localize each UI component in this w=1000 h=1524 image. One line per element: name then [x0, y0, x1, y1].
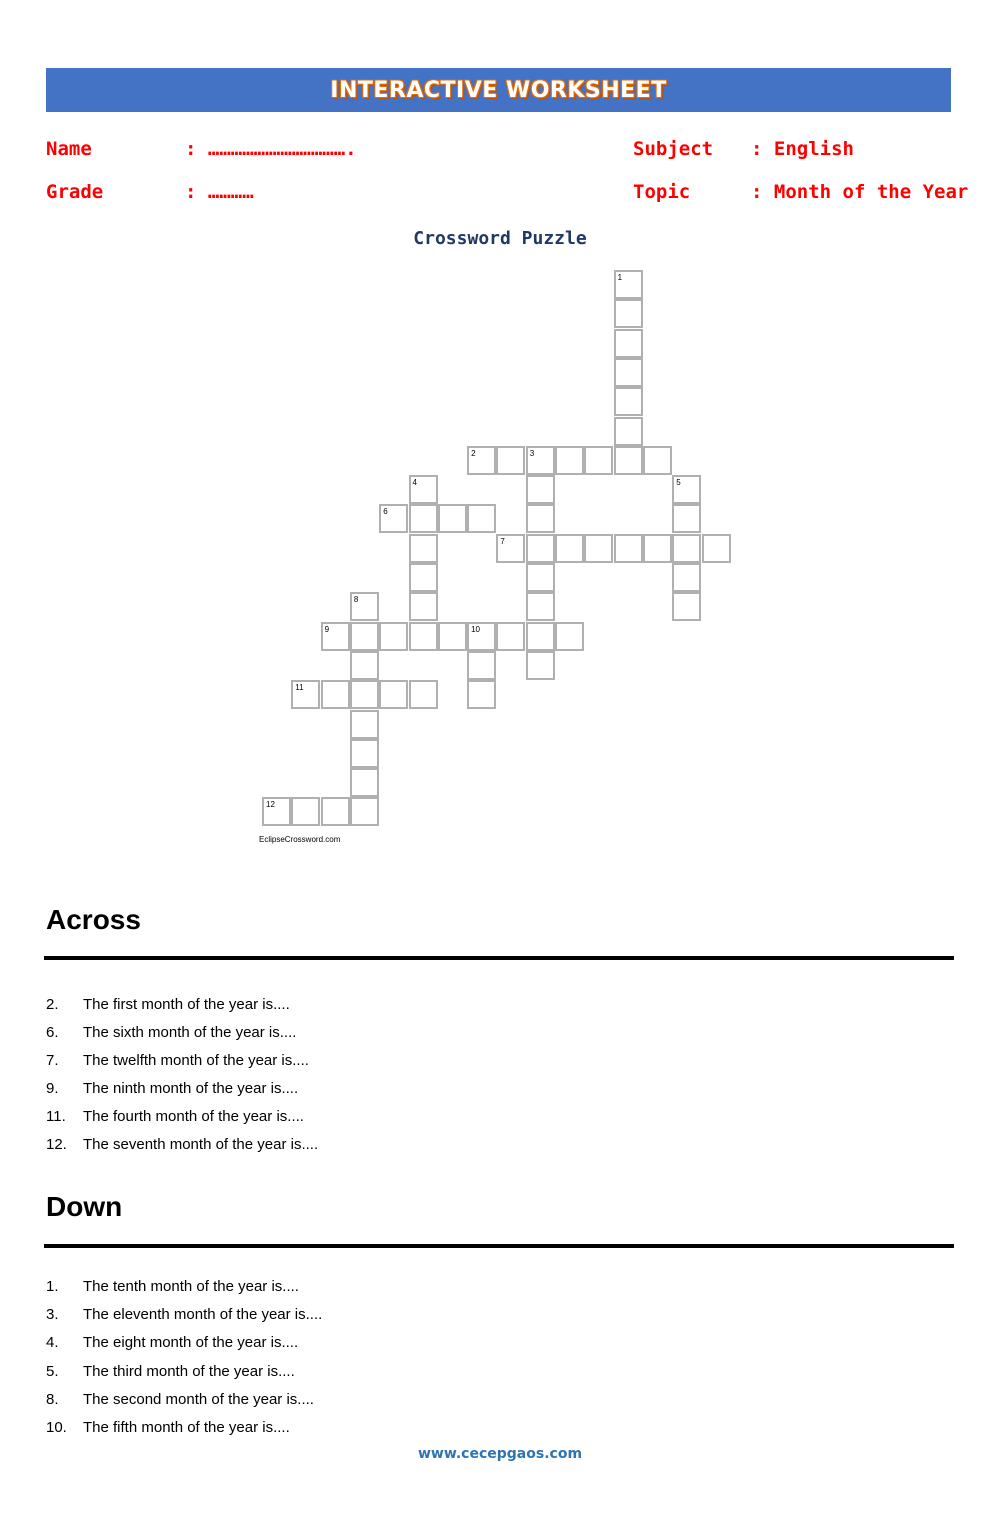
clue-text: The seventh month of the year is.... [83, 1136, 319, 1153]
cell-number: 4 [412, 478, 417, 488]
clue-number: 6. [46, 1024, 59, 1041]
crossword-cell[interactable] [350, 768, 379, 797]
crossword-cell[interactable] [467, 504, 496, 533]
crossword-cell[interactable] [409, 592, 438, 621]
crossword-cell[interactable] [350, 651, 379, 680]
crossword-cell[interactable] [555, 622, 584, 651]
clue-text: The first month of the year is.... [83, 996, 290, 1013]
crossword-cell[interactable] [526, 592, 555, 621]
crossword-cell[interactable] [467, 651, 496, 680]
crossword-cell[interactable] [379, 622, 408, 651]
cell-number: 3 [529, 448, 535, 458]
worksheet-title: INTERACTIVE WORKSHEET [330, 77, 667, 103]
crossword-cell[interactable] [350, 710, 379, 739]
crossword-cell[interactable] [379, 680, 408, 709]
crossword-cell[interactable] [350, 680, 379, 709]
crossword-cell[interactable] [321, 797, 350, 826]
crossword-cell[interactable] [350, 797, 379, 826]
clue-text: The tenth month of the year is.... [83, 1278, 299, 1295]
clue-number: 2. [46, 996, 59, 1013]
crossword-cell[interactable] [614, 387, 643, 416]
crossword-cell[interactable] [614, 417, 643, 446]
puzzle-title: Crossword Puzzle [413, 228, 587, 249]
crossword-cell[interactable] [643, 534, 672, 563]
cell-number: 9 [324, 624, 330, 634]
down-clue [46, 1278, 299, 1295]
down-divider [44, 1244, 954, 1248]
cell-number: 5 [676, 478, 681, 488]
down-clue [46, 1419, 290, 1436]
clue-text: The second month of the year is.... [83, 1390, 314, 1408]
clue-number: 5. [46, 1362, 59, 1380]
puzzle-credit: EclipseCrossword.com [259, 835, 341, 844]
crossword-cell[interactable] [409, 563, 438, 592]
clue-number: 12. [46, 1136, 67, 1153]
down-clue [46, 1334, 298, 1351]
across-clue [46, 1108, 304, 1125]
crossword-cell[interactable] [614, 299, 643, 328]
crossword-cell[interactable] [672, 592, 701, 621]
clue-number: 10. [46, 1419, 67, 1436]
down-clue [46, 1363, 295, 1380]
crossword-cell[interactable] [526, 504, 555, 533]
crossword-cell[interactable] [409, 504, 438, 533]
across-clue [46, 1052, 309, 1069]
clue-text: The twelfth month of the year is.... [83, 1052, 309, 1069]
crossword-cell[interactable] [496, 622, 525, 651]
across-clue [46, 996, 290, 1013]
across-clue [46, 1024, 296, 1041]
crossword-cell[interactable] [321, 680, 350, 709]
clue-number: 8. [46, 1390, 59, 1408]
crossword-cell[interactable] [672, 563, 701, 592]
clue-number: 9. [46, 1080, 59, 1097]
across-clue [46, 1136, 318, 1153]
crossword-cell[interactable] [409, 680, 438, 709]
cell-number: 1 [617, 273, 623, 282]
crossword-cell[interactable] [555, 446, 584, 475]
across-divider [44, 956, 954, 960]
crossword-cell[interactable] [438, 622, 467, 651]
crossword-cell[interactable] [702, 534, 731, 563]
across-heading: Across [46, 904, 141, 935]
crossword-cell[interactable] [584, 534, 613, 563]
clue-text: The eight month of the year is.... [83, 1334, 299, 1352]
across-clue [46, 1080, 298, 1097]
crossword-cell[interactable] [526, 622, 555, 651]
cell-number: 8 [353, 595, 359, 605]
crossword-cell[interactable] [555, 534, 584, 563]
grade-label: Grade [46, 181, 104, 203]
crossword-cell[interactable] [614, 446, 643, 475]
name-label: Name [46, 138, 92, 160]
name-field[interactable]: : ………………………………. [185, 138, 357, 160]
down-clue [46, 1306, 322, 1323]
crossword-cell[interactable] [614, 358, 643, 387]
cell-number: 11 [295, 683, 304, 693]
crossword-cell[interactable] [672, 504, 701, 533]
crossword-cell[interactable] [526, 563, 555, 592]
down-heading: Down [46, 1191, 123, 1222]
cell-number: 10 [471, 624, 480, 634]
clue-text: The ninth month of the year is.... [83, 1080, 299, 1097]
clue-text: The third month of the year is.... [83, 1362, 295, 1380]
topic-value: : Month of the Year [751, 181, 969, 203]
crossword-cell[interactable] [467, 680, 496, 709]
grade-field[interactable]: : ………… [185, 181, 254, 203]
crossword-cell[interactable] [643, 446, 672, 475]
crossword-cell[interactable] [526, 475, 555, 504]
crossword-cell[interactable] [614, 329, 643, 358]
crossword-cell[interactable] [409, 534, 438, 563]
crossword-cell[interactable] [350, 739, 379, 768]
crossword-cell[interactable] [350, 622, 379, 651]
clue-number: 3. [46, 1306, 59, 1324]
subject-value: : English [751, 138, 854, 160]
crossword-cell[interactable] [496, 446, 525, 475]
crossword-cell[interactable] [291, 797, 320, 826]
clue-number: 11. [46, 1108, 66, 1125]
crossword-cell[interactable] [672, 534, 701, 563]
clue-number: 1. [46, 1278, 59, 1295]
down-clue [46, 1391, 314, 1408]
clue-text: The fourth month of the year is.... [83, 1108, 304, 1125]
subject-label: Subject [633, 138, 714, 160]
cell-number: 2 [471, 448, 476, 458]
crossword-cell[interactable] [526, 534, 555, 563]
crossword-cell[interactable] [438, 504, 467, 533]
clue-text: The sixth month of the year is.... [83, 1024, 297, 1041]
footer-url[interactable]: www.cecepgaos.com [417, 1446, 583, 1462]
clue-text: The eleventh month of the year is.... [83, 1306, 323, 1324]
cell-number: 12 [266, 800, 275, 810]
clue-text: The fifth month of the year is.... [83, 1419, 290, 1436]
crossword-cell[interactable] [526, 651, 555, 680]
topic-label: Topic [633, 181, 691, 203]
cell-number: 7 [500, 536, 505, 546]
crossword-cell[interactable] [409, 622, 438, 651]
crossword-cell[interactable] [584, 446, 613, 475]
cell-number: 6 [383, 507, 388, 517]
clue-number: 7. [46, 1052, 59, 1069]
clue-number: 4. [46, 1334, 59, 1352]
crossword-cell[interactable] [614, 534, 643, 563]
